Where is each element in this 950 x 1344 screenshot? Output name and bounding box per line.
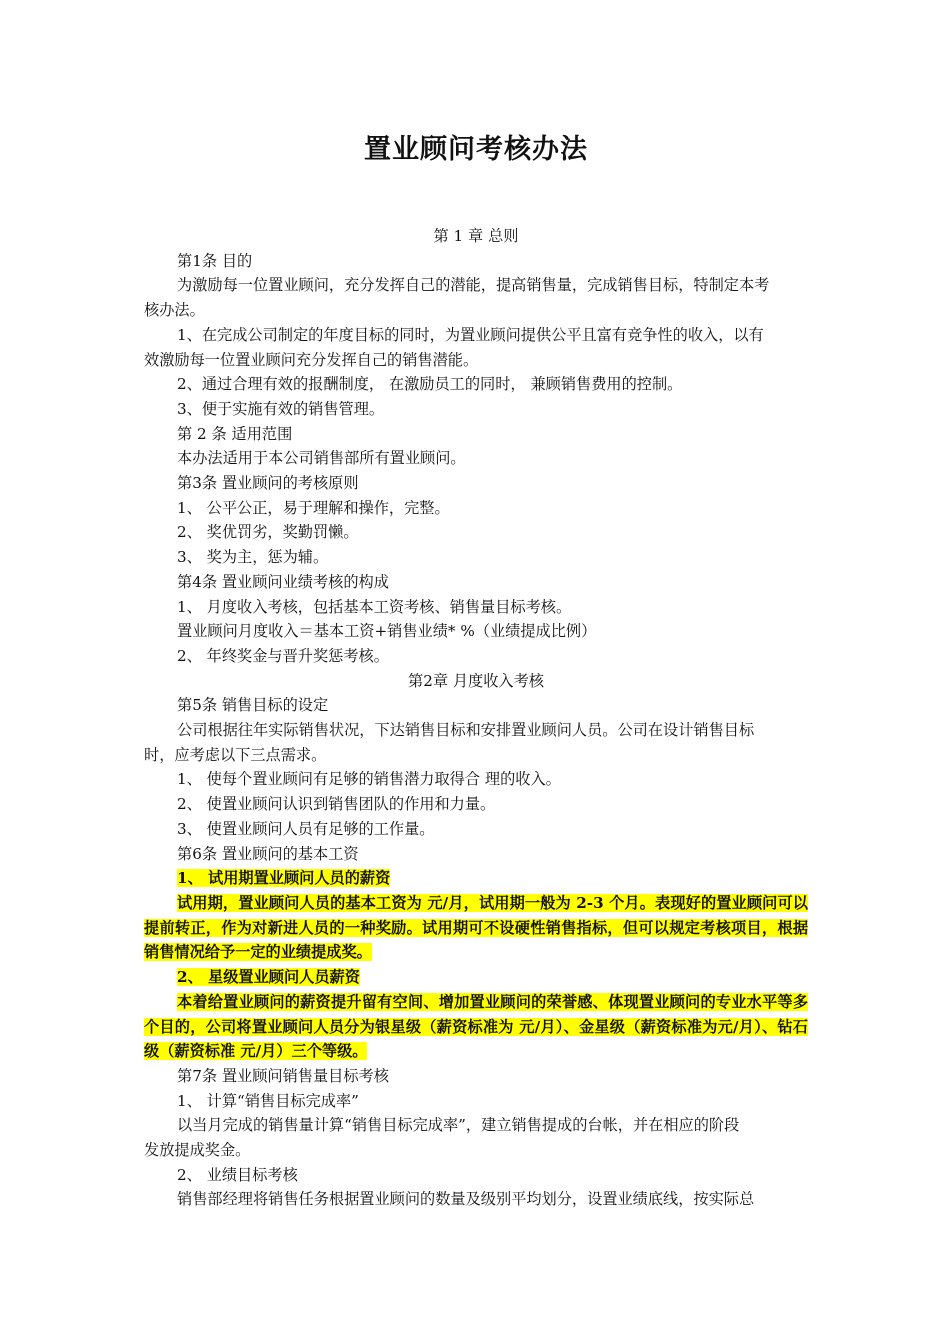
body-line: 第4条 置业顾问业绩考核的构成: [177, 572, 389, 591]
body-line: 2、 使置业顾问认识到销售团队的作用和力量。: [177, 795, 496, 814]
body-lines-top: [144, 224, 808, 866]
highlight-paragraph-probation: [144, 891, 808, 965]
body-line: 本办法适用于本公司销售部所有置业顾问。: [177, 449, 466, 468]
body-line: 第6条 置业顾问的基本工资: [177, 844, 359, 863]
body-line: 核办法。: [144, 301, 205, 320]
body-line: 效激励每一位置业顾问充分发挥自己的销售潜能。: [144, 350, 479, 369]
body-line: 2、 年终奖金与晋升奖惩考核。: [177, 646, 389, 665]
highlight-paragraph-star: [144, 990, 808, 1064]
body-line: 1、 公平公正，易于理解和操作，完整。: [177, 498, 450, 517]
body-line: 公司根据往年实际销售状况，下达销售目标和安排置业顾问人员。公司在设计销售目标: [177, 721, 755, 740]
body-line: 2、 业绩目标考核: [177, 1165, 298, 1184]
highlight-text: 试用期，置业顾问人员的基本工资为 元/月，试用期一般为 2-3 个月。表现好的置业顾问可以提前转正，作为对新进人员的一种奖励。试用期可不设硬性销售指标，但可以规定考核项目，根据销售情况给予一定的业绩提成奖。: [144, 893, 808, 962]
body-line: 时，应考虑以下三点需求。: [144, 745, 327, 764]
body-line: 第2章 月度收入考核: [408, 671, 544, 690]
body-line: 1、 计算“销售目标完成率”: [177, 1091, 359, 1110]
body-line: 2、 奖优罚劣，奖勤罚懒。: [177, 523, 359, 542]
body-line: 第1条 目的: [177, 251, 253, 270]
highlight-heading-star: [144, 965, 808, 990]
body-line: 发放提成奖金。: [144, 1141, 251, 1160]
highlight-text: 1、 试用期置业顾问人员的薪资: [177, 869, 391, 888]
body-line: 为激励每一位置业顾问，充分发挥自己的潜能，提高销售量，完成销售目标，特制定本考: [177, 276, 770, 295]
body-line: 第3条 置业顾问的考核原则: [177, 474, 359, 493]
body-line: 3、便于实施有效的销售管理。: [177, 399, 385, 418]
body-line: 置业顾问月度收入＝基本工资+销售业绩* %（业绩提成比例）: [177, 622, 597, 641]
body-line: 3、 使置业顾问人员有足够的工作量。: [177, 819, 435, 838]
body-line: 1、在完成公司制定的年度目标的同时，为置业顾问提供公平且富有竞争性的收入，以有: [177, 325, 764, 344]
body-line: 第 1 章 总则: [433, 227, 519, 245]
body-line: 2、通过合理有效的报酬制度， 在激励员工的同时， 兼顾销售费用的控制。: [177, 375, 683, 394]
body-line: 销售部经理将销售任务根据置业顾问的数量及级别平均划分，设置业绩底线，按实际总: [177, 1190, 755, 1209]
body-line: 第7条 置业顾问销售量目标考核: [177, 1066, 389, 1085]
body-lines-bottom: [144, 1064, 808, 1212]
document-body: [144, 224, 808, 1212]
body-line: 以当月完成的销售量计算“销售目标完成率”，建立销售提成的台帐，并在相应的阶段: [177, 1116, 740, 1135]
body-line: 第 2 条 适用范围: [177, 424, 293, 443]
body-line: 1、 月度收入考核，包括基本工资考核、销售量目标考核。: [177, 597, 572, 616]
body-line: 第5条 销售目标的设定: [177, 696, 329, 715]
document-title: 置业顾问考核办法: [364, 134, 588, 165]
body-line: 1、 使每个置业顾问有足够的销售潜力取得合 理的收入。: [177, 770, 561, 789]
body-line: 3、 奖为主，惩为辅。: [177, 548, 329, 567]
highlight-text: 本着给置业顾问的薪资提升留有空间、增加置业顾问的荣誉感、体现置业顾问的专业水平等多个目的，公司将置业顾问人员分为银星级（薪资标准为 元/月）、金星级（薪资标准为元/月）、钻石级（薪资标准 元/月）三个等级。: [144, 992, 808, 1061]
highlight-text: 2、 星级置业顾问人员薪资: [177, 968, 360, 987]
highlight-heading-probation: [144, 866, 808, 891]
